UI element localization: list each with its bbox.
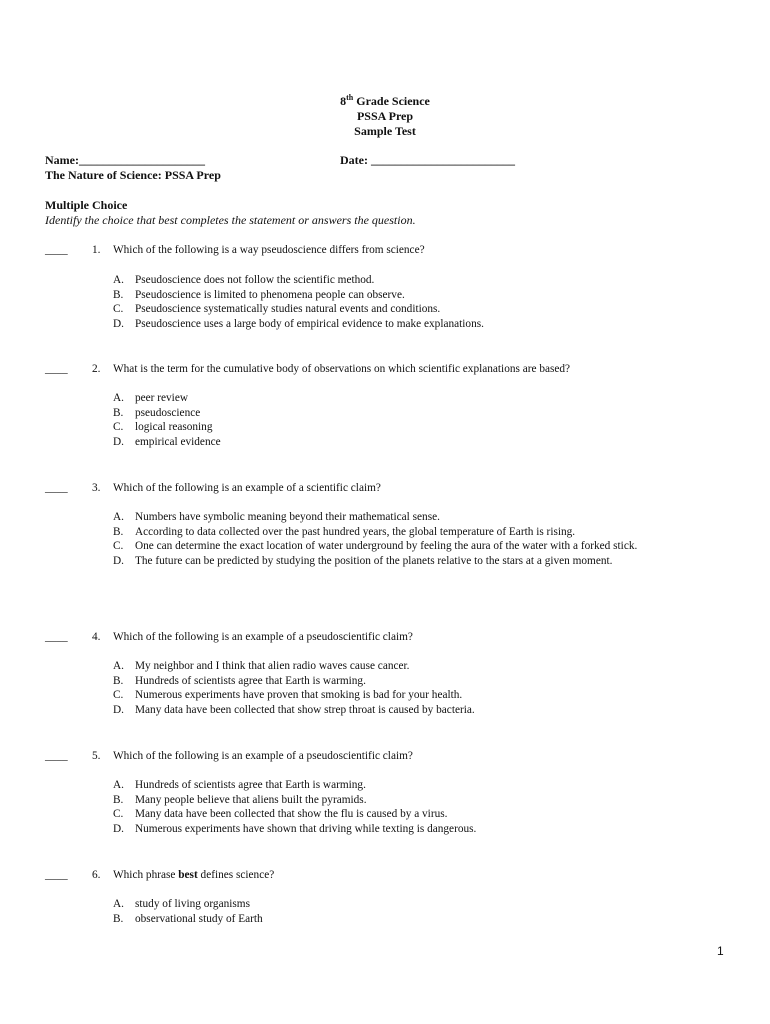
question-number: 6. [92, 869, 101, 881]
choice-list [113, 659, 653, 717]
choice-a: A. My neighbor and I think that alien radio waves cause cancer. [113, 660, 410, 672]
choice-a: A. peer review [113, 392, 188, 404]
name-field[interactable]: Name:_____________________ [45, 153, 205, 167]
choice-d: D. Pseudoscience uses a large body of empirical evidence to make explanations. [113, 317, 484, 330]
multiple-choice-heading: Multiple Choice [45, 198, 128, 212]
answer-blank[interactable]: ____ [45, 869, 68, 881]
question-text: What is the term for the cumulative body of observations on which scientific explanations are based? [113, 363, 571, 375]
choice-list [113, 897, 653, 926]
choice-list [113, 510, 653, 568]
choice-d: D. empirical evidence [113, 435, 221, 448]
answer-blank[interactable]: ____ [45, 363, 68, 375]
choice-b: B. observational study of Earth [113, 912, 263, 925]
choice-c: C. One can determine the exact location of water underground by feeling the aura of the water with a forked stick. [113, 540, 638, 552]
section-title: The Nature of Science: PSSA Prep [45, 168, 221, 182]
choice-c: C. Pseudoscience systematically studies natural events and conditions. [113, 303, 441, 315]
choice-list [113, 778, 653, 836]
choice-d: D. The future can be predicted by studying the position of the planets relative to the stars at a given moment. [113, 554, 613, 567]
question-number: 2. [92, 363, 101, 375]
choice-d: D. Many data have been collected that show strep throat is caused by bacteria. [113, 703, 475, 716]
choice-d: D. Numerous experiments have shown that driving while texting is dangerous. [113, 822, 477, 835]
date-field[interactable]: Date: ________________________ [340, 153, 515, 167]
choice-a: A. Hundreds of scientists agree that Earth is warming. [113, 779, 366, 791]
header-grade-title: 8th Grade Science [340, 93, 430, 108]
choice-c: C. Numerous experiments have proven that smoking is bad for your health. [113, 689, 463, 701]
question-text: Which phrase best defines science? [113, 869, 275, 881]
test-header [0, 94, 770, 139]
choice-b: B. pseudoscience [113, 406, 201, 419]
question-number: 5. [92, 750, 101, 762]
choice-c: C. Many data have been collected that show the flu is caused by a virus. [113, 808, 448, 820]
multiple-choice-instructions: Identify the choice that best completes the statement or answers the question. [45, 213, 416, 227]
choice-b: B. Pseudoscience is limited to phenomena people can observe. [113, 288, 405, 301]
question-text: Which of the following is an example of a pseudoscientific claim? [113, 750, 413, 762]
header-test-type: Sample Test [354, 124, 416, 138]
choice-b: B. Many people believe that aliens built the pyramids. [113, 793, 367, 806]
question-text: Which of the following is an example of a pseudoscientific claim? [113, 631, 413, 643]
choice-list [113, 273, 653, 331]
question-number: 1. [92, 244, 101, 256]
choice-c: C. logical reasoning [113, 421, 213, 433]
choice-a: A. Numbers have symbolic meaning beyond their mathematical sense. [113, 511, 440, 523]
question-text: Which of the following is a way pseudoscience differs from science? [113, 244, 425, 256]
choice-a: A. study of living organisms [113, 898, 250, 910]
answer-blank[interactable]: ____ [45, 482, 68, 494]
page-number: 1 [717, 944, 724, 958]
choice-b: B. Hundreds of scientists agree that Earth is warming. [113, 674, 366, 687]
answer-blank[interactable]: ____ [45, 750, 68, 762]
question-number: 3. [92, 482, 101, 494]
question-text: Which of the following is an example of a scientific claim? [113, 482, 381, 494]
answer-blank[interactable]: ____ [45, 244, 68, 256]
header-subtitle: PSSA Prep [356, 109, 414, 123]
choice-list [113, 391, 653, 449]
answer-blank[interactable]: ____ [45, 631, 68, 643]
choice-b: B. According to data collected over the past hundred years, the global temperature of Earth is rising. [113, 525, 576, 538]
question-number: 4. [92, 631, 101, 643]
choice-a: A. Pseudoscience does not follow the scientific method. [113, 274, 375, 286]
